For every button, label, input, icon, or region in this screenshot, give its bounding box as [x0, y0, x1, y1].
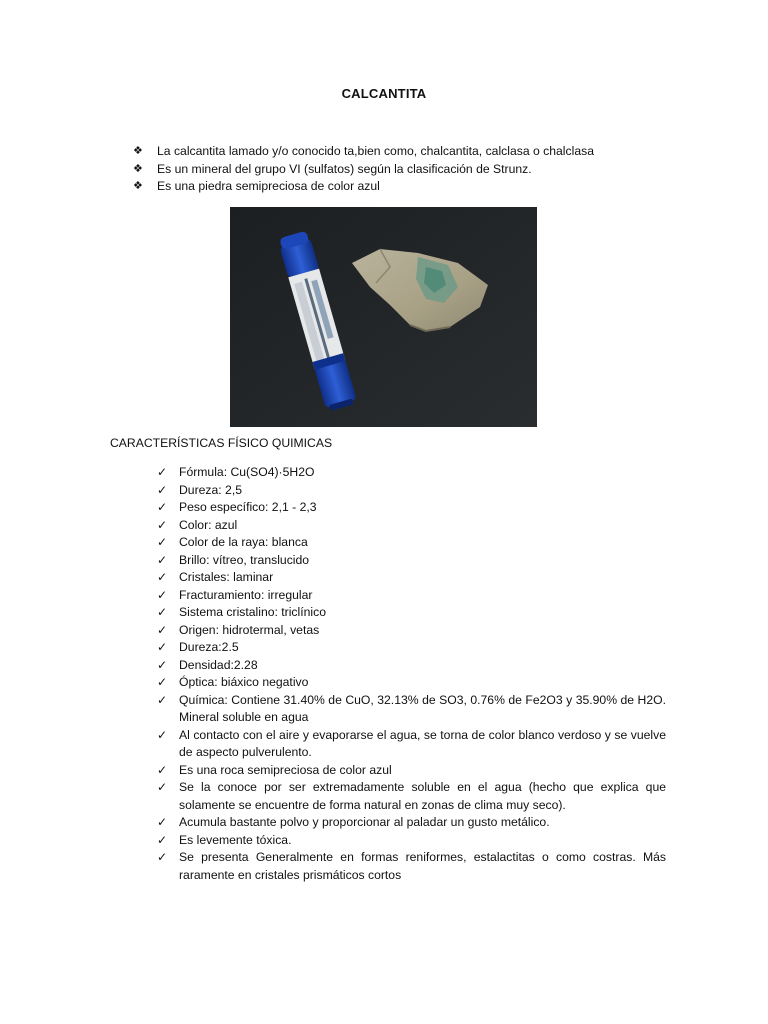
property-text: Origen: hidrotermal, vetas	[179, 622, 320, 637]
checkmark-icon: ✓	[157, 657, 168, 672]
intro-text: La calcantita lamado y/o conocido ta,bien como, chalcantita, calclasa o chalclasa	[157, 144, 594, 158]
property-item	[156, 727, 666, 762]
property-text: Color: azul	[179, 517, 238, 532]
checkmark-icon: ✓	[157, 587, 168, 602]
checkmark-icon: ✓	[157, 815, 168, 829]
property-text: Dureza:2.5	[179, 640, 239, 654]
checkmark-icon: ✓	[157, 500, 168, 514]
property-item	[156, 482, 666, 500]
checkmark-icon: ✓	[157, 780, 168, 794]
property-item	[156, 657, 666, 675]
property-text: Es una roca semipreciosa de color azul	[179, 762, 392, 777]
property-item	[156, 779, 666, 814]
checkmark-icon: ✓	[157, 850, 168, 864]
property-text: Color de la raya: blanca	[179, 535, 308, 549]
property-item	[156, 849, 666, 884]
intro-item	[133, 178, 693, 196]
diamond-bullet-icon: ❖	[133, 145, 143, 157]
checkmark-icon: ✓	[157, 552, 168, 567]
checkmark-icon: ✓	[157, 640, 168, 654]
checkmark-icon: ✓	[157, 832, 168, 847]
property-item	[156, 552, 666, 570]
checkmark-icon: ✓	[157, 465, 168, 479]
intro-text: Es un mineral del grupo VI (sulfatos) según la clasificación de Strunz.	[157, 161, 532, 176]
property-text: Es levemente tóxica.	[179, 832, 292, 847]
checkmark-icon: ✓	[157, 727, 168, 742]
diamond-bullet-icon: ❖	[133, 180, 143, 192]
intro-text: Es una piedra semipreciosa de color azul	[157, 179, 380, 193]
property-text: Densidad:2.28	[179, 657, 258, 672]
property-item	[156, 517, 666, 535]
property-text: Al contacto con el aire y evaporarse el agua, se torna de color blanco verdoso y se vuelve de aspecto pulverulento.	[179, 727, 666, 759]
property-item	[156, 604, 666, 622]
intro-item	[133, 143, 693, 161]
section-heading: CARACTERÍSTICAS FÍSICO QUIMICAS	[110, 436, 333, 450]
property-item	[156, 587, 666, 605]
property-text: Sistema cristalino: triclínico	[179, 605, 326, 619]
checkmark-icon: ✓	[157, 762, 168, 777]
page-title: CALCANTITA	[341, 86, 427, 101]
property-item	[156, 569, 666, 587]
property-text: Se la conoce por ser extremadamente soluble en el agua (hecho que explica que solamente se encuentre de forma natural en zonas de clima muy seco).	[179, 780, 666, 812]
property-item	[156, 622, 666, 640]
property-text: Peso específico: 2,1 - 2,3	[179, 500, 317, 514]
checkmark-icon: ✓	[157, 675, 168, 689]
checkmark-icon: ✓	[157, 692, 168, 707]
intro-item	[133, 161, 693, 179]
property-item	[156, 639, 666, 657]
diamond-bullet-icon: ❖	[133, 162, 143, 175]
property-text: Fracturamiento: irregular	[179, 587, 313, 602]
property-item	[156, 674, 666, 692]
property-item	[156, 534, 666, 552]
checkmark-icon: ✓	[157, 622, 168, 637]
property-item	[156, 762, 666, 780]
property-text: Química: Contiene 31.40% de CuO, 32.13% de SO3, 0.76% de Fe2O3 y 35.90% de H2O. Mineral soluble en agua	[179, 692, 666, 724]
property-text: Brillo: vítreo, translucido	[179, 552, 310, 567]
checkmark-icon: ✓	[157, 482, 168, 497]
checkmark-icon: ✓	[157, 605, 168, 619]
checkmark-icon: ✓	[157, 535, 168, 549]
checkmark-icon: ✓	[157, 517, 168, 532]
property-item	[156, 832, 666, 850]
property-text: Dureza: 2,5	[179, 482, 243, 497]
property-text: Se presenta Generalmente en formas reniformes, estalactitas o como costras. Más raramente en cristales prismáticos cortos	[179, 850, 666, 882]
property-text: Óptica: biáxico negativo	[179, 675, 309, 689]
intro-list	[133, 143, 693, 196]
properties-list	[156, 464, 666, 884]
property-text: Acumula bastante polvo y proporcionar al paladar un gusto metálico.	[179, 815, 550, 829]
property-item	[156, 814, 666, 832]
property-item	[156, 499, 666, 517]
photo-background	[230, 207, 537, 427]
checkmark-icon: ✓	[157, 570, 168, 584]
property-item	[156, 692, 666, 727]
mineral-photo	[230, 207, 537, 427]
property-text: Fórmula: Cu(SO4)·5H2O	[179, 465, 315, 479]
property-item	[156, 464, 666, 482]
property-text: Cristales: laminar	[179, 570, 274, 584]
